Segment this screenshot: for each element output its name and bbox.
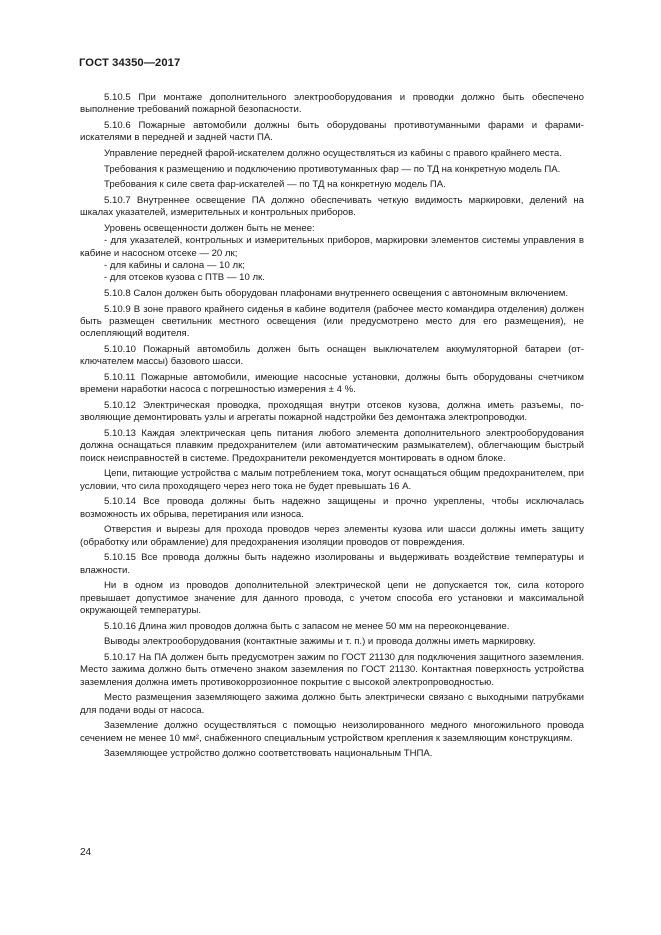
paragraph-5-10-11: 5.10.11 Пожарные автомобили, имеющие насосные установки, должны быть оборудованы счетчиком времени наработки насоса с погрешностью измерения ± 4 %. [80, 372, 584, 396]
paragraph-5-10-5: 5.10.5 При монтаже дополнительного электрооборудования и проводки должно быть обеспечено выполнение требований пожарной безопасности. [80, 92, 584, 116]
paragraph: Заземление должно осуществляться с помощью неизолированного медного многожильного провода сечением не менее 10 мм², снабженного специальным устройством крепления к заземляющим конструкциям. [80, 720, 584, 744]
paragraph: Заземляющее устройство должно соответствовать национальным ТНПА. [104, 748, 433, 760]
list-item: - для отсеков кузова с ПТВ — 10 лк. [104, 272, 265, 284]
paragraph: Требования к силе света фар-искателей — по ТД на конкретную модель ПА. [104, 179, 446, 191]
paragraph: Управление передней фарой-искателем должно осуществляться из кабины с правого крайнего места. [104, 148, 562, 159]
paragraph: Выводы электрооборудования (контактные зажимы и т. п.) и провода должны иметь маркировку. [104, 636, 536, 648]
paragraph-5-10-12: 5.10.12 Электрическая проводка, проходящая внутри отсеков кузова, должна иметь разъемы, позволяющие демонтировать узлы и агрегаты пожарной надстройки без демонтажа электропроводки. [80, 400, 584, 424]
paragraph: Место размещения заземляющего зажима должно быть электрически связано с выходными патрубками для подачи воды от насоса. [80, 692, 584, 716]
paragraph-5-10-8: 5.10.8 Салон должен быть оборудован плафонами внутреннего освещения с автономным включением. [104, 288, 569, 299]
paragraph-5-10-9: 5.10.9 В зоне правого крайнего сиденья в кабине водителя (рабочее место командира отделения) должен быть размещен светильник местного освещения (или предусмотрено место для его размещения), не ослепляющий водителя. [80, 303, 584, 340]
page-number: 24 [80, 847, 92, 858]
paragraph-5-10-7: 5.10.7 Внутреннее освещение ПА должно обеспечивать четкую видимость маркировки, делений на шкалах указателей, измерительных и контрольных приборов. [80, 194, 584, 219]
paragraph: Ни в одном из проводов дополнительной электрической цепи не допускается ток, сила которого превышает допустимое значение для данного провода, с учетом способа его установки и максимальной окружающей температуры. [80, 580, 584, 617]
paragraph-5-10-14: 5.10.14 Все провода должны быть надежно защищены и прочно укреплены, чтобы исключалась возможность их обрыва, перетирания или износа. [80, 496, 584, 520]
paragraph-5-10-13: 5.10.13 Каждая электрическая цепь питания любого элемента дополнительного электрооборудования должна оснащаться плавким предохранителем (или автоматическим размыкателем), облегчающим быстрый поиск неисправностей в системе. Предохранители рекомендуется монтировать в одном блоке. [80, 428, 584, 464]
paragraph-5-10-15: 5.10.15 Все провода должны быть надежно изолированы и выдерживать воздействие температуры и влажности. [80, 552, 584, 576]
paragraph-5-10-17: 5.10.17 На ПА должен быть предусмотрен зажим по ГОСТ 21130 для подключения защитного заземления. Место зажима должно быть отмечено знаком заземления по ГОСТ 21130. Контактная поверхность устройства заземления должна иметь противокоррозионное покрытие с высокой электропроводностью. [80, 652, 584, 688]
document-body [80, 92, 584, 764]
paragraph: Требования к размещению и подключению противотуманных фар — по ТД на конкретную модель ПА. [104, 163, 561, 175]
paragraph-5-10-16: 5.10.16 Длина жил проводов должна быть с запасом не менее 50 мм на переоконцевание. [104, 620, 510, 632]
paragraph-5-10-10: 5.10.10 Пожарный автомобиль должен быть оснащен выключателем аккумуляторной батареи (отключателем массы) базового шасси. [80, 344, 584, 368]
paragraph: Цепи, питающие устройства с малым потреблением тока, могут оснащаться общим предохранителем, при условии, что сила проходящего через него тока не будет превышать 16 А. [80, 468, 584, 492]
list-item: - для указателей, контрольных и измерительных приборов, маркировки элементов системы управления в кабине и насосном отсеке — 20 лк; [80, 235, 584, 259]
paragraph-5-10-6: 5.10.6 Пожарные автомобили должны быть оборудованы противотуманными фарами и фарами-искателями в передней и задней части ПА. [80, 120, 584, 144]
paragraph: Отверстия и вырезы для прохода проводов через элементы кузова или шасси должны иметь защиту (обработку или обрамление) для предохранения изоляции проводов от повреждения. [80, 524, 584, 548]
standard-header: ГОСТ 34350—2017 [79, 57, 181, 69]
list-item: - для кабины и салона — 10 лк; [104, 260, 245, 271]
paragraph: Уровень освещенности должен быть не менее: [104, 222, 315, 234]
